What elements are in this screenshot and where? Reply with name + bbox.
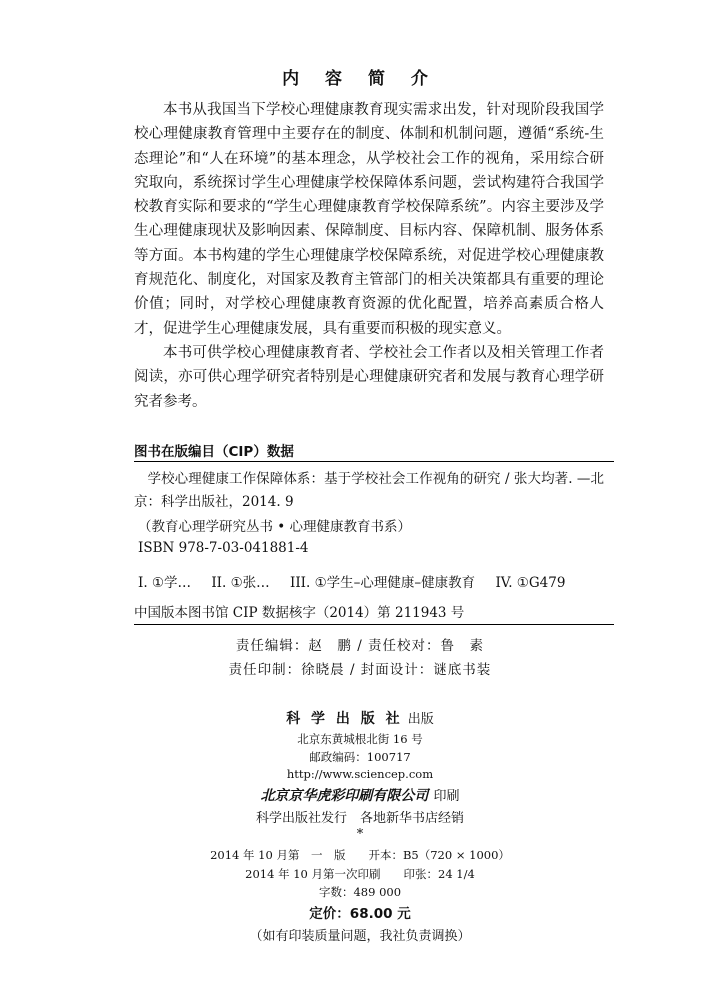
credits-line-1: 责任编辑：赵 鹏 / 责任校对：鲁 素: [235, 638, 485, 654]
publisher-line: [0, 708, 720, 728]
printing-line: 2014 年 10 月第一次印刷 印张：24 1/4: [245, 867, 475, 881]
cip-classification: [138, 571, 581, 591]
cip-heading: 图书在版编目（CIP）数据: [134, 444, 294, 460]
quality-notice: （如有印装质量问题，我社负责调换）: [249, 929, 471, 944]
cip-class-3: III. ①学生–心理健康–健康教育: [289, 575, 476, 591]
distribution-line: 科学出版社发行 各地新华书店经销: [255, 811, 464, 826]
summary-text: [134, 98, 604, 414]
cip-class-1: I. ①学…: [138, 575, 192, 591]
publisher-postcode: 邮政编码：100717: [309, 750, 411, 764]
price: 定价：68.00 元: [309, 906, 411, 922]
cip-entry: 学校心理健康工作保障体系：基于学校社会工作视角的研究 / 张大均著. —北京：科学出版社，2014. 9: [134, 471, 604, 510]
page-title: 内 容 简 介: [282, 69, 438, 89]
credits-line-2: 责任印制：徐晓晨 / 封面设计：谜底书装: [228, 662, 492, 678]
cip-bottom-rule: [134, 624, 614, 625]
summary-paragraph-1: 本书从我国当下学校心理健康教育现实需求出发，针对现阶段我国学校心理健康教育管理中主要存在的制度、体制和机制问题，遵循“系统-生态理论”和“人在环境”的基本理念，从学校社会工作的视角，采用综合研究取向，系统探讨学生心理健康学校保障体系问题，尝试构建符合我国学校教育实际和要求的“学生心理健康教育学校保障系统”。内容主要涉及学生心理健康现状及影响因素、保障制度、目标内容、保障机制、服务体系等方面。本书构建的学生心理健康学校保障系统，对促进学校心理健康教育规范化、制度化，对国家及教育主管部门的相关决策都具有重要的理论价值；同时，对学校心理健康教育资源的优化配置，培养高素质合格人才，促进学生心理健康发展，具有重要而积极的现实意义。: [134, 102, 604, 337]
publisher-address: 北京东黄城根北街 16 号: [297, 732, 423, 746]
publisher-website: http://www.sciencep.com: [286, 767, 434, 781]
publisher-suffix: 出版: [407, 712, 434, 727]
edition-line: 2014 年 10 月第 一 版 开本：B5（720 × 1000）: [210, 848, 510, 862]
cip-class-4: IV. ①G479: [495, 575, 566, 591]
cip-series: （教育心理学研究丛书 • 心理健康教育书系）: [138, 519, 412, 535]
word-count: 字数：489 000: [318, 885, 402, 899]
printer-suffix: 印刷: [433, 789, 460, 804]
summary-paragraph-2: 本书可供学校心理健康教育者、学校社会工作者以及相关管理工作者阅读，亦可供心理学研究者特别是心理健康研究者和发展与教育心理学研究者参考。: [134, 344, 604, 410]
cip-class-2: II. ①张…: [211, 575, 270, 591]
cip-top-rule: [134, 461, 614, 462]
cip-record-number: 中国版本图书馆 CIP 数据核字（2014）第 211943 号: [134, 605, 465, 621]
cip-isbn: ISBN 978-7-03-041881-4: [138, 540, 309, 556]
publisher-name: 科 学 出 版 社: [286, 711, 403, 727]
separator-star: *: [356, 827, 364, 842]
printer-line: [0, 785, 720, 805]
printer-name: 北京京华虎彩印刷有限公司: [260, 788, 429, 804]
